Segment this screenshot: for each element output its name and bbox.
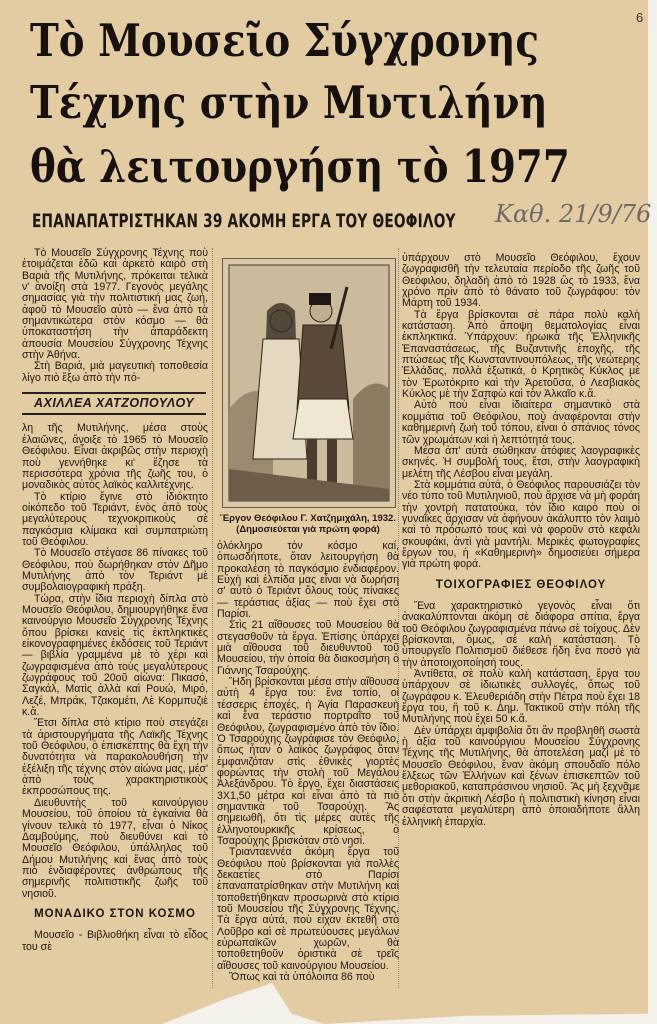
- article-column-2: [217, 513, 399, 983]
- paragraph: Στὰ κομμάτια αὐτά, ὁ Θεόφιλος παρουσιάζει τὸν νέο τύπο τοῦ Μυτιληνιοῦ, ποὺ ἄρχισε νὰ μὴ φοράη τὴν χοντρὴ πατατούκα, τὸν ἴδιο καιρὸ ποὺ οἱ γυναῖκες ἄρχισαν νὰ ἀφήνουν ἀκάλυπτο τὸν λαιμὸ καὶ τὸ πρόσωπό τους καὶ νὰ φοροῦν στὸ κεφάλι σκουφάκι, ἀντὶ γιὰ μαντήλι. Μερικὲς φωτογραφίες ἔργων του, ἡ «Καθημερινὴ» δημοσιεύει σήμερα γιὰ πρώτη φορά.: [402, 478, 640, 571]
- section-heading: ΜΟΝΑΔΙΚΟ ΣΤΟΝ ΚΟΣΜΟ: [34, 907, 196, 920]
- painting-illustration: [223, 259, 395, 507]
- paragraph: Τὸ Μουσεῖο Σύγχρονης Τέχνης ποὺ ἑτοιμάζεται ἐδῶ καὶ ἀρκετὸ καιρὸ στὴ Βαριὰ τῆς Μυτιλήνης, πρόκειται τελικὰ ν' ἀνοίξη στὰ 1977. Γεγονὸς μεγάλης σημασίας γιὰ τὴν πολιτιστική μας ζωή, ἀφοῦ τὸ Μουσεῖο αὐτὸ — ἕνα ἀπὸ τὰ σημαντικώτερα στὸν κόσμο — θὰ ὑποκαταστήση τὴν ἀπαράδεκτη ἀπουσία Μουσείου Σύγχρονης Τέχνης στὴν Ἀθήνα.: [22, 247, 208, 362]
- caption-line: (Δημοσιεύεται γιὰ πρώτη φορά): [236, 524, 380, 535]
- paragraph: Δὲν ὑπάρχει ἀμφιβολία ὅτι ἂν προβληθῆ σωστὰ ἡ ἀξία τοῦ καινούργιου Μουσείου Σύγχρονης Τέχνης τῆς Μυτιλήνης, θὰ ἀποτελέση μαζὶ μὲ τὸ Μουσεῖο Θεόφιλου, ἕναν ἀκόμη σπουδαῖο πόλο ἕλξεως τῶν Ἑλλήνων καὶ ξένων ἐπισκεπτῶν τοῦ μεθοριακοῦ, καταπράσινου νησιοῦ. Ἂς μὴ ξεχνᾶμε ὅτι στὴν ἀκριτικὴ Λέσβο ἡ πολιτιστικὴ κίνηση εἶναι σαφέστατα μεγαλύτερη ἀπὸ ὁποιαδήποτε ἄλλη ἑλληνικὴ ἐπαρχία.: [402, 724, 640, 828]
- headline-line-3: θὰ λειτουργήση τὸ 1977: [30, 140, 570, 193]
- article-column-1: [22, 248, 208, 953]
- paragraph: Στὴ Βαριά, μιὰ μαγευτικὴ τοποθεσία λίγο πιὸ ἔξω ἀπὸ τὴν πό-: [22, 360, 208, 384]
- paragraph: Τὸ κτίριο ἔγινε στὸ ἰδιόκτητο οἰκόπεδο τοῦ Τεριάντ, ἑνὸς ἀπὸ τοὺς μεγαλύτερους τεχνοκριτικοὺς σὲ παγκόσμια κλίμακα καὶ συμπατριώτη τοῦ Θεόφιλου.: [22, 490, 208, 548]
- handwritten-date-note: Καθ. 21/9/76: [495, 200, 652, 228]
- paragraph: λη τῆς Μυτιλήνης, μέσα στοὺς ἐλαιῶνες, ἄνοιξε τὸ 1965 τὸ Μουσεῖο Θεόφιλου. Εἶναι ἀκριβῶς στὴν περιοχὴ ποὺ γεννήθηκε κι' ἔζησε τὰ περισσότερα χρόνια τῆς ζωῆς του, ὁ μοναδικὸς αὐτὸς λαϊκὸς καλλιτέχνης.: [22, 422, 208, 492]
- paragraph: Τριανταεννέα ἀκόμη ἔργα τοῦ Θεόφιλου ποὺ βρίσκονται γιὰ πολλὲς δεκαετίες στὸ Παρίσι ἐπαναπατρίσθηκαν στὴν Μυτιλήνη καὶ τοποθετήθηκαν προσωρινὰ στὸ κτίριο τοῦ Μουσείου τῆς Σύγχρονης Τέχνης. Τὰ ἔργα αὐτά, ποὺ εἶχαν ἐκτεθῆ στὸ Λοῦβρο καὶ σὲ πρωτεύουσες μεγάλων εὐρωπαϊκῶν χωρῶν, θὰ τοποθετηθοῦν ὁριστικὰ σὲ τρεῖς αἴθουσες τοῦ καινούργιου Μουσείου.: [217, 846, 399, 972]
- paragraph: Ὅπως καὶ τὰ ὑπόλοιπα 86 ποὺ: [229, 971, 375, 984]
- section-heading: ΤΟΙΧΟΓΡΑΦΙΕΣ ΘΕΟΦΙΛΟΥ: [435, 578, 607, 591]
- paragraph: Μέσα ἀπ' αὐτὰ σώθηκαν ἀτόφιες λαογραφικὲς σκηνές. Ἡ συμβολή τους, ἔτσι, στὴν λαογραφικὴ μελέτη τῆς Λέσβου εἶναι μεγάλη.: [402, 444, 640, 480]
- paragraph: Ἀντίθετα, σὲ πολὺ καλὴ κατάσταση, ἔργα του ὑπάρχουν σὲ ἰδιωτικὲς συλλογές, ὅπως τοῦ ζωγράφου κ. Ἐλευθεριάδη στὴν Πέτρα ποὺ ἔχει 18 ἔργα του, ἢ τοῦ κ. Δημ. Τακτικοῦ στὴν πόλη τῆς Μυτιλήνης ποὺ ἔχει 50 κ.ἄ.: [402, 668, 640, 726]
- paragraph: Στὶς 21 αἴθουσες τοῦ Μουσείου θὰ στεγασθοῦν τὰ ἔργα. Ἐπίσης ὑπάρχει μιὰ αἴθουσα τοῦ διευθυντοῦ τοῦ Μουσείου, τὴν ὁποία θὰ διακοσμήση ὁ Γιάννης Τσαρούχης.: [217, 619, 399, 677]
- paragraph: ὁλόκληρο τὸν κόσμο καί, ὁπωσδήποτε, ὅταν λειτουργήση θὰ προκαλέση τὸ παγκόσμιο ἐνδιαφέρον. Εὐχὴ καὶ ἐλπίδα μας εἶναι νὰ δωρήση σ' αὐτὸ ὁ Τεριάντ ὅλους τοὺς πίνακες — τεράστιας ἀξίας — ποὺ ἔχει στὸ Παρίσι.: [217, 540, 399, 621]
- paragraph: Ἕνα χαρακτηριστικὸ γεγονὸς εἶναι ὅτι ἀνακαλύπτονται ἀκόμη σὲ διάφορα σπίτια, ἔργα τοῦ Θεόφιλου ζωγραφισμένα πάνω σὲ τοίχους. Δὲν βρίσκονται, ὅμως, σὲ καλὴ κατάσταση. Τὸ ὑπουργεῖο Πολιτισμοῦ διέθεσε ἤδη ἕνα ποσὸ γιὰ τὴν ἀποτοιχοποίησή τους.: [402, 599, 640, 669]
- paragraph: Διευθυντὴς τοῦ καινούργιου Μουσείου, τοῦ ὁποίου τὰ ἐγκαίνια θὰ γίνουν τελικὰ τὸ 1977, εἶναι ὁ Νίκος Δαμβούμης, ποὺ διευθύνει καὶ τὸ Μουσεῖο Θεόφιλου, ὑπάλληλος τοῦ Δήμου Μυτιλήνης καὶ ἕνας ἀπὸ τοὺς πιὸ ἐνδιαφέροντες ἀνθρώπους τῆς σημερινῆς πολιτιστικῆς ζωῆς τοῦ νησιοῦ.: [22, 796, 208, 900]
- painting-photo: [222, 258, 396, 508]
- caption-line: Ἔργον Θεόφιλου Γ. Χατζημιχάλη, 1932.: [220, 513, 396, 524]
- paragraph: Αὐτὸ ποὺ εἶναι ἰδιαίτερα σημαντικὸ στὰ κομμάτια τοῦ Θεόφιλου, ποὺ ἀναφέρονται στὴν καθημερινὴ ζωὴ τοῦ τόπου, εἶναι ὁ σπάνιος τόνος τῶν χρωμάτων καὶ ἡ λεπτότητά τους.: [402, 399, 640, 446]
- column-divider: [212, 248, 213, 988]
- headline-line-2: Τέχνης στὴν Μυτιλήνη: [30, 76, 548, 129]
- paragraph: Ἤδη βρίσκονται μέσα στὴν αἴθουσα αὐτὴ 4 ἔργα του: ἕνα τοπίο, οἱ τέσσερις ἐποχές, ἡ Ἁγία Παρασκευὴ καὶ ἕνα τεράστιο πορτραῖτο τοῦ Θεόφιλου, ζωγραφισμένο ἀπὸ τὸν ἴδιο. Ὁ Τσαρούχης ζωγράφισε τὸν Θεόφιλο, ὅπως ἦταν ὁ λαϊκὸς ζωγράφος ὅταν ἐμφανιζόταν στὶς ἐθνικὲς γιορτὲς φορώντας τὴν στολὴ τοῦ Μεγάλου Ἀλεξάνδρου. Τὸ ἔργο, ἔχει διαστάσεις 3Χ1,50 μέτρα καὶ εἶναι ἀπὸ τὰ πιὸ σημαντικὰ τοῦ Τσαρούχη. Ἂς σημειωθῆ, ὅτι τὶς μέρες αὐτὲς τῆς ἑλληνοτουρκικῆς κρίσεως, ὁ Τσαρούχης βρισκόταν στὸ νησί.: [217, 676, 399, 847]
- paragraph: Τὰ ἔργα βρίσκονται σὲ πάρα πολὺ καλὴ κατάσταση. Ἀπὸ ἄποψη θεματολογίας εἶναι ἐκπληκτικά. Ὑπάρχουν: ἡρωικὰ τῆς Ἑλληνικῆς Ἐπαναστάσεως, τῆς Βυζαντινῆς ἐποχῆς, τῆς πτώσεως τῆς Κωνσταντινουπόλεως, τῆς νεώτερης Ἑλλάδας, πολλὰ ἐξωτικά, ὁ Κρητικὸς Κύκλος μὲ τὸν Ἐρωτόκριτο καὶ τὴν Ἀρετοῦσα, ὁ Λεσβιακὸς Κύκλος μὲ τὴν Σαπφὼ καὶ τὸν Ἀλκαῖο κ.ἄ.: [402, 308, 640, 401]
- byline: ΑΧΙΛΛΕΑ ΧΑΤΖΟΠΟΥΛΟΥ: [22, 392, 206, 415]
- paragraph: Μουσεῖο - Βιβλιοθήκη εἶναι τὸ εἶδος του σὲ: [22, 929, 208, 953]
- photo-caption: [217, 513, 399, 535]
- paragraph: Τὸ Μουσεῖο στέγασε 86 πίνακες τοῦ Θεόφιλου, ποὺ δωρήθηκαν στὸν Δῆμο Μυτιλήνης ἀπὸ τὸν Τεριάντ μὲ συμβολαιογραφικὴ πράξη.: [22, 547, 208, 594]
- article-column-3: [402, 253, 640, 828]
- page-number: 6: [636, 10, 644, 25]
- headline-line-1: Τὸ Μουσεῖο Σύγχρονης: [30, 14, 539, 67]
- paragraph: Ἔτσι δίπλα στὸ κτίριο ποὺ στεγάζει τὰ ἀριστουργήματα τῆς Λαϊκῆς Τέχνης τοῦ Θεόφιλου, ὁ ἐπισκέπτης θὰ ἔχη τὴν δυνατότητα νὰ παρακολουθήση τὴν ἐξέλιξη τῆς τέχνης στὸν αἰώνα μας, μέσ' ἀπὸ τοὺς χαρακτηριστικοὺς ἐκπροσώπους της.: [22, 717, 208, 798]
- paragraph: ὑπάρχουν στὸ Μουσεῖο Θεόφιλου, ἔχουν ζωγραφισθῆ τὴν τελευταία περίοδο τῆς ζωῆς τοῦ Θεόφιλου, δηλαδὴ ἀπὸ τὸ 1928 ὣς τὸ 1933, ἕνα χρόνο πρὶν ἀπὸ τὸ θάνατο τοῦ ζωγράφου: τὸν Μάρτη τοῦ 1934.: [402, 252, 640, 310]
- paragraph: Τώρα, στὴν ἴδια περιοχὴ δίπλα στὸ Μουσεῖο Θεόφιλου, δημιουργήθηκε ἕνα καινούργιο Μουσεῖο Σύγχρονης Τέχνης ὅπου βρίσκει κανεὶς τὶς ἐκπληκτικὲς εἰκονογραφημένες ἐκδόσεις τοῦ Τεριάντ — βιβλία γραμμένα μὲ τὸ χέρι καὶ ζωγραφισμένα ἀπὸ τοὺς μεγαλύτερους ζωγράφους τοῦ 20οῦ αἰώνα: Πικασό, Σαγκάλ, Ματὶς ἀλλὰ καὶ Ρουώ, Μιρό, Λεζέ, Μπράκ, Τζακομέτι, Λὲ Κορμπυζιὲ κ.ἄ.: [22, 592, 208, 719]
- subheadline: ΕΠΑΝΑΠΑΤΡΙΣΤΗΚΑΝ 39 ΑΚΟΜΗ ΕΡΓΑ ΤΟΥ ΘΕΟΦΙΛΟΥ: [32, 210, 456, 232]
